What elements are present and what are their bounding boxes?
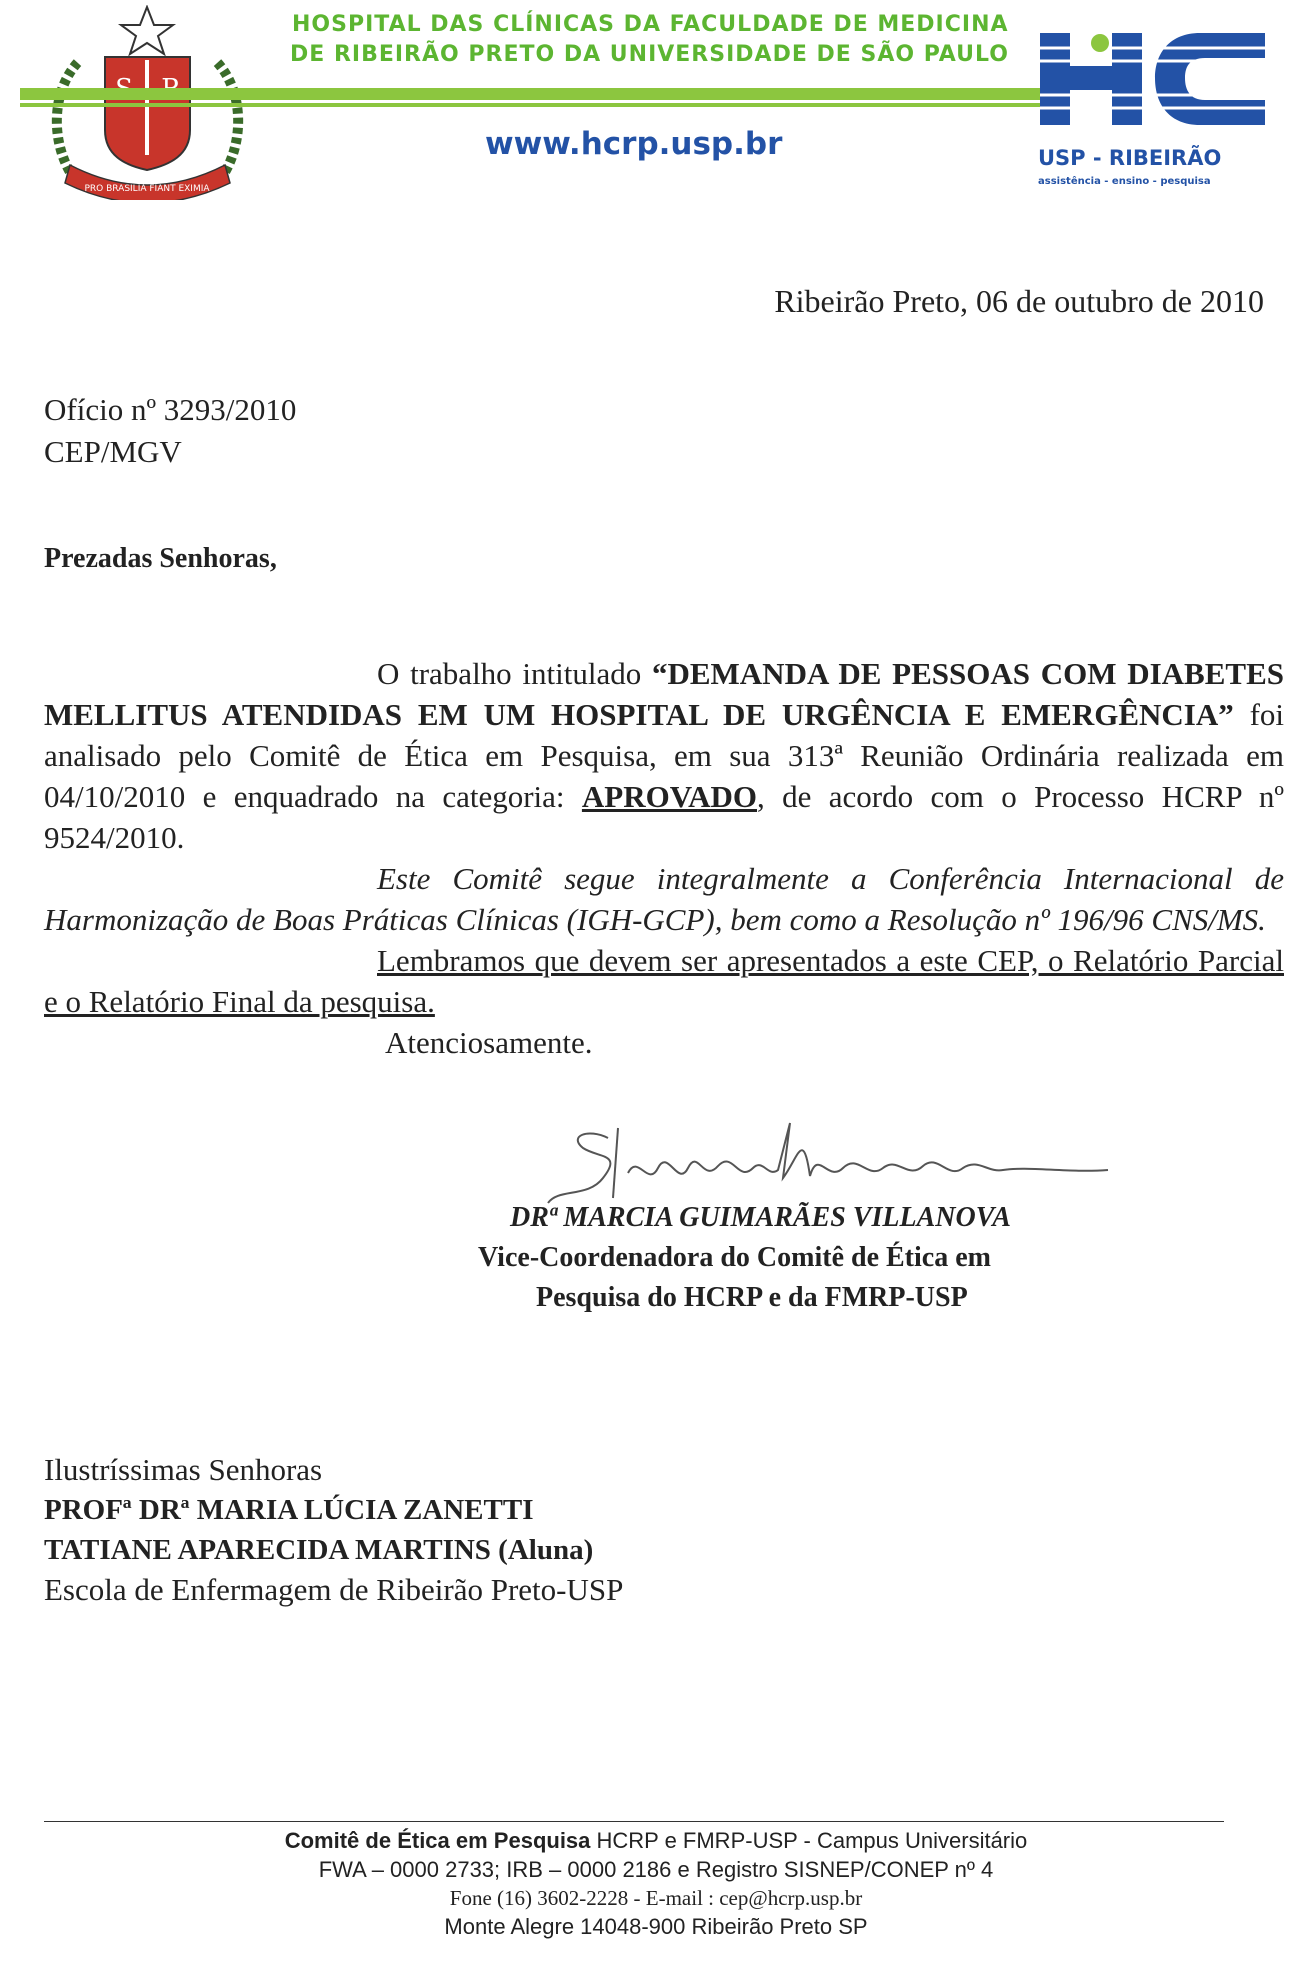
body-paragraph-2: Este Comitê segue integralmente a Conferência Internacional de Harmonização de Boas Práticas Clínicas (IGH-GCP), bem como a Resolução nº 196/96 CNS/MS. xyxy=(44,861,1284,937)
closing: Atenciosamente. xyxy=(385,1025,593,1060)
office-ref-code: CEP/MGV xyxy=(44,434,182,469)
addressee-name-2: TATIANE APARECIDA MARTINS (Aluna) xyxy=(44,1534,594,1566)
signer-role-line-1: Vice-Coordenadora do Comitê de Ética em xyxy=(478,1242,991,1273)
footer-line-2: FWA – 0000 2733; IRB – 0000 2186 e Registro SISNEP/CONEP nº 4 xyxy=(318,1857,994,1882)
addressee-institution: Escola de Enfermagem de Ribeirão Preto-USP xyxy=(44,1572,624,1607)
letter-body xyxy=(44,653,1284,1063)
footer-contact: Fone (16) 3602-2228 - E-mail : cep@hcrp.usp.br xyxy=(449,1886,863,1910)
addressee-salutation: Ilustríssimas Senhoras xyxy=(44,1452,323,1487)
body-paragraph-1 xyxy=(44,653,1284,858)
p1-intro: O trabalho intitulado xyxy=(377,656,652,691)
handwritten-signature xyxy=(528,1118,1148,1208)
hospital-name-line-2: DE RIBEIRÃO PRETO DA UNIVERSIDADE DE SÃO PAULO xyxy=(290,42,1009,67)
hospital-name-line-1: HOSPITAL DAS CLÍNICAS DA FACULDADE DE MEDICINA xyxy=(292,12,1009,37)
body-paragraph-3: Lembramos que devem ser apresentados a este CEP, o Relatório Parcial e o Relatório Final da pesquisa. xyxy=(44,943,1284,1019)
svg-text:PRO BRASILIA FIANT EXIMIA: PRO BRASILIA FIANT EXIMIA xyxy=(84,184,210,194)
addressee-name-1: PROFª DRª MARIA LÚCIA ZANETTI xyxy=(44,1494,534,1526)
footer-line-1 xyxy=(44,1828,1268,1854)
signer-name: DRª MARCIA GUIMARÃES VILLANOVA xyxy=(510,1202,1011,1233)
footer-address: Monte Alegre 14048-900 Ribeirão Preto SP xyxy=(444,1914,868,1939)
footer-campus: HCRP e FMRP-USP - Campus Universitário xyxy=(590,1828,1028,1853)
p1-end: , de acordo com o Processo HCRP nº 9524/2010. xyxy=(44,779,1284,855)
greeting: Prezadas Senhoras, xyxy=(44,543,277,574)
footer-committee-name: Comitê de Ética em Pesquisa xyxy=(284,1828,591,1853)
office-number: Ofício nº 3293/2010 xyxy=(44,392,297,427)
office-reference xyxy=(44,389,296,473)
usp-tagline: assistência - ensino - pesquisa xyxy=(1038,176,1211,187)
hospital-website: www.hcrp.usp.br xyxy=(485,126,783,162)
approval-status: APROVADO xyxy=(581,779,758,814)
header-green-bar xyxy=(20,88,1040,100)
hc-logo xyxy=(1040,28,1265,128)
research-title: “DEMANDA DE PESSOAS COM DIABETES MELLITUS ATENDIDAS EM UM HOSPITAL DE URGÊNCIA E EMERGÊNCIA” xyxy=(44,656,1284,732)
letter-date: Ribeirão Preto, 06 de outubro de 2010 xyxy=(774,283,1264,319)
usp-ribeirao-label: USP - RIBEIRÃO xyxy=(1038,146,1222,170)
addressees xyxy=(44,1450,623,1610)
signer-role-line-2: Pesquisa do HCRP e da FMRP-USP xyxy=(536,1282,968,1313)
footer-rule xyxy=(44,1821,1224,1822)
p1-middle: foi analisado pelo Comitê de Ética em Pesquisa, em sua 313ª Reunião Ordinária realizada em 04/10/2010 e enquadrado na categoria: xyxy=(44,697,1285,814)
header-green-bar-thin xyxy=(20,103,1040,107)
